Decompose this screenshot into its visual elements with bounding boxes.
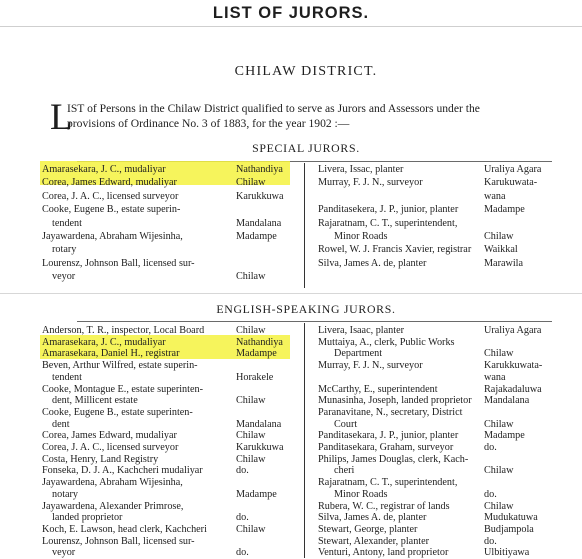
special-left-juror-name: Corea, J. A. C., licensed surveyor [42, 190, 179, 202]
english-jurors-heading: ENGLISH-SPEAKING JURORS. [216, 302, 396, 316]
special-left-juror-name: rotary [52, 244, 77, 256]
special-left-juror-place: Madampe [236, 231, 277, 242]
special-left-juror-name: Corea, James Edward, mudaliyar [42, 177, 177, 189]
english-left-juror-name: Cooke, Montague E., estate superinten- [42, 383, 203, 395]
english-right-juror-name: Livera, Isaac, planter [318, 325, 404, 336]
english-right-juror-place: Mandalana [484, 395, 530, 407]
english-right-juror-name: Rajaratnam, C. T., superintendent, [318, 477, 458, 489]
english-left-juror-place: Madampe [236, 488, 277, 500]
special-right-juror-place: Waikkal [484, 244, 518, 256]
intro-line-1: IST of Persons in the Chilaw District qualified to serve as Jurors and Assessors under the [67, 102, 480, 115]
special-right-juror-place: Madampe [484, 204, 525, 216]
special-left-juror-name: tendent [52, 217, 82, 229]
english-right-juror-name: Stewart, Alexander, planter [318, 535, 430, 547]
english-right-juror-place: Mudukatuwa [484, 512, 538, 524]
english-right-juror-place: do. [484, 488, 497, 500]
top-rule [0, 26, 582, 27]
english-left-juror-name: Beven, Arthur Wilfred, estate superin- [42, 360, 198, 372]
english-right-juror-place: Chilaw [484, 348, 514, 360]
english-left-juror-name: Costa, Henry, Land Registry [42, 453, 159, 465]
english-right-juror-name: Minor Roads [334, 488, 388, 500]
english-left-juror-name: Jayawardena, Alexander Primrose, [42, 500, 184, 512]
english-left-juror-name: Koch, E. Lawson, head clerk, Kachcheri [42, 523, 207, 535]
special-left-juror-place: Mandalana [236, 217, 282, 229]
english-right-juror-name: Stewart, George, planter [318, 523, 418, 535]
special-left-juror-name: Amarasekara, J. C., mudaliyar [42, 164, 166, 175]
special-right-juror-name: Rajaratnam, C. T., superintendent, [318, 217, 458, 229]
english-right-juror-name: Court [334, 418, 358, 430]
special-right-juror-place: Marawila [484, 257, 524, 269]
english-right-juror-name: Philips, James Douglas, clerk, Kach- [318, 453, 469, 465]
english-left-juror-name: Corea, J. A. C., licensed surveyor [42, 442, 179, 453]
special-left-juror-name: Cooke, Eugene B., estate superin- [42, 204, 181, 216]
english-left-juror-name: notary [52, 488, 79, 500]
special-left-juror-place: Nathandiya [236, 164, 283, 175]
english-top-rule [77, 321, 552, 322]
english-right-juror-place: Chilaw [484, 500, 514, 512]
special-right-juror-name: Livera, Issac, planter [318, 164, 404, 175]
english-right-juror-place: Chilaw [484, 465, 514, 477]
english-left-juror-name: Amarasekara, Daniel H., registrar [42, 348, 180, 360]
english-left-juror-name: Jayawardena, Abraham Wijesinha, [42, 477, 183, 489]
english-left-juror-place: Chilaw [236, 325, 266, 336]
section-break-rule [0, 293, 582, 294]
english-left-juror-place: do. [236, 512, 249, 524]
english-right-juror-place: Rajakadaluwa [484, 383, 542, 395]
english-column-divider [304, 323, 305, 558]
english-right-juror-name: Panditasekara, J. P., junior, planter [318, 430, 459, 442]
intro-dropcap: L [50, 97, 73, 138]
special-right-juror-place: Chilaw [484, 231, 514, 242]
special-right-juror-place: Uraliya Agara [484, 164, 542, 175]
special-column-divider [304, 163, 305, 288]
special-left-juror-place: Chilaw [236, 177, 266, 189]
english-left-juror-name: dent, Millicent estate [52, 395, 138, 407]
english-right-juror-name: Department [334, 348, 383, 360]
district-heading: CHILAW DISTRICT. [234, 64, 378, 79]
english-right-juror-name: Venturi, Antony, land proprietor [318, 547, 449, 559]
special-right-juror-place: wana [484, 190, 506, 202]
english-left-juror-name: landed proprietor [52, 512, 123, 524]
english-right-juror-name: Silva, James A. de, planter [318, 512, 427, 524]
english-left-juror-name: Amarasekara, J. C., mudaliyar [42, 336, 166, 348]
special-left-juror-name: Jayawardena, Abraham Wijesinha, [42, 231, 183, 242]
english-right-juror-name: Paranavitane, N., secretary, District [318, 406, 463, 418]
intro-line-2: provisions of Ordinance No. 3 of 1883, for the year 1902 :— [67, 117, 350, 130]
page-title: LIST OF JURORS. [212, 4, 370, 22]
english-right-juror-name: Muttaiya, A., clerk, Public Works [318, 336, 455, 348]
english-right-juror-place: Ulbitiyawa [484, 547, 530, 559]
english-left-juror-place: Chilaw [236, 523, 266, 535]
english-right-juror-name: Rubera, W. C., registrar of lands [318, 500, 450, 512]
english-left-juror-place: Madampe [236, 348, 277, 360]
english-left-juror-place: Nathandiya [236, 336, 283, 348]
english-right-juror-name: Murray, F. J. N., surveyor [318, 360, 423, 372]
english-right-juror-name: Munasinha, Joseph, landed proprietor [318, 395, 472, 407]
english-left-juror-name: dent [52, 418, 70, 430]
english-right-juror-name: cheri [334, 465, 355, 477]
english-left-juror-name: Fonseka, D. J. A., Kachcheri mudaliyar [42, 465, 203, 477]
english-left-juror-place: Horakele [236, 371, 274, 383]
english-left-juror-name: Lourensz, Johnson Ball, licensed sur- [42, 535, 195, 547]
english-right-juror-name: Panditasekara, Graham, surveyor [318, 442, 454, 453]
english-left-juror-place: do. [236, 547, 249, 559]
special-left-juror-place: Chilaw [236, 271, 266, 283]
special-left-juror-place: Karukkuwa [236, 190, 284, 202]
english-right-juror-place: Uraliya Agara [484, 325, 542, 336]
english-right-juror-place: Karukkuwata- [484, 360, 543, 372]
special-left-juror-name: Lourensz, Johnson Ball, licensed sur- [42, 257, 195, 269]
english-right-juror-place: Budjampola [484, 523, 534, 535]
english-right-juror-place: wana [484, 371, 506, 383]
english-left-juror-place: Karukkuwa [236, 442, 284, 453]
special-right-juror-name: Panditasekera, J. P., junior, planter [318, 204, 459, 216]
english-right-juror-place: do. [484, 535, 497, 547]
english-right-juror-place: Chilaw [484, 418, 514, 430]
special-right-juror-name: Minor Roads [334, 231, 388, 242]
english-left-juror-name: Anderson, T. R., inspector, Local Board [42, 325, 205, 336]
special-right-juror-name: Murray, F. J. N., surveyor [318, 177, 423, 189]
english-left-juror-place: Chilaw [236, 430, 266, 442]
special-right-juror-name: Silva, James A. de, planter [318, 257, 427, 269]
english-right-juror-name: McCarthy, E., superintendent [318, 383, 438, 395]
english-left-juror-place: do. [236, 465, 249, 477]
english-left-juror-place: Chilaw [236, 395, 266, 407]
special-right-juror-place: Karukuwata- [484, 177, 538, 189]
english-left-juror-place: Mandalana [236, 418, 282, 430]
special-left-juror-name: veyor [52, 271, 76, 283]
english-left-juror-name: veyor [52, 547, 76, 559]
special-right-juror-name: Rowel, W. J. Francis Xavier, registrar [318, 244, 472, 256]
special-jurors-heading: SPECIAL JURORS. [252, 141, 360, 155]
english-left-juror-name: Corea, James Edward, mudaliyar [42, 430, 177, 442]
english-left-juror-place: Chilaw [236, 453, 266, 465]
english-right-juror-place: Madampe [484, 430, 525, 442]
english-left-juror-name: tendent [52, 371, 82, 383]
english-left-juror-name: Cooke, Eugene B., estate superinten- [42, 406, 193, 418]
english-right-juror-place: do. [484, 442, 497, 453]
